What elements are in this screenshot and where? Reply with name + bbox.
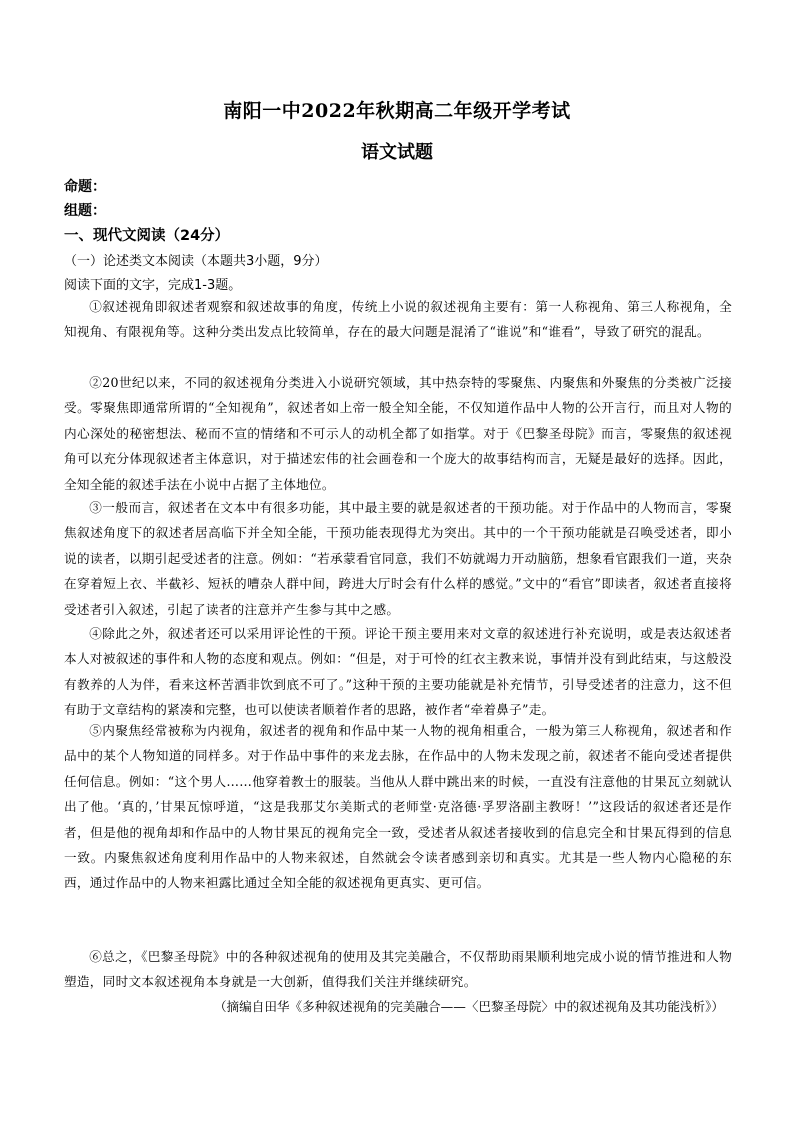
paragraph-4: ④除此之外，叙述者还可以采用评论性的干预。评论干预主要用来对文章的叙述进行补充说明，或是表达叙述者本人对被叙述的事件和人物的态度和观点。例如：“但是，对于可怜的红衣主教来说，事情并没有到此结束，与这般没有教养的人为伴，看来这杯苦酒非饮到底不可了。”这种干预的主要功能就是补充情节，引导受述者的注意力，这不但有助于文章结构的紧凑和完整，也可以使读者顺着作者的思路，被作者“牵着鼻子”走。 (64, 626, 732, 718)
paragraph-6: ⑥总之，《巴黎圣母院》中的各种叙述视角的使用及其完美融合，不仅帮助雨果顺利地完成小说的情节推进和人物塑造，同时文本叙述视角本身就是一大创新，值得我们关注并继续研究。 (64, 949, 732, 990)
paragraph-2: ②20世纪以来，不同的叙述视角分类进入小说研究领域，其中热奈特的零聚焦、内聚焦和外聚焦的分类被广泛接受。零聚焦即通常所谓的“全知视角”，叙述者如上帝一般全知全能，不仅知道作品中人物的公开言行，而且对人物的内心深处的秘密想法、秘而不宣的情绪和不可示人的动机全都了如指掌。对于《巴黎圣母院》而言，零聚焦的叙述视角可以充分体现叙述者主体意识，对于描述宏伟的社会画卷和一个庞大的故事结构而言，无疑是最好的选择。因此，全知全能的叙述手法在小说中占据了主体地位。 (64, 375, 732, 492)
paragraph-1: ①叙述视角即叙述者观察和叙述故事的角度，传统上小说的叙述视角主要有：第一人称视角、第三人称视角，全知视角、有限视角等。这种分类出发点比较简单，存在的最大问题是混淆了“谁说”和“谁看”，导致了研究的混乱。 (64, 299, 732, 340)
paragraph-3: ③一般而言，叙述者在文本中有很多功能，其中最主要的就是叙述者的干预功能。对于作品中的人物而言，零聚焦叙述角度下的叙述者居高临下并全知全能，干预功能表现得尤为突出。其中的一个干预功能就是召唤受述者，即小说的读者，以期引起受述者的注意。例如：“若承蒙看官同意，我们不妨就竭力开动脑筋，想象看官跟我们一道，夹杂在穿着短上衣、半截衫、短袄的嘈杂人群中间，跨进大厅时会有什么样的感觉。”文中的“看官”即读者，叙述者直接将受述者引入叙述，引起了读者的注意并产生参与其中之感。 (64, 500, 732, 617)
exam-title: 南阳一中2022年秋期高二年级开学考试 (223, 100, 571, 122)
reading-instruction: 阅读下面的文字，完成1-3题。 (64, 278, 242, 293)
source-citation: （摘编自田华《多种叙述视角的完美融合——〈巴黎圣母院〉中的叙述视角及其功能浅析》） (213, 999, 724, 1014)
section-heading: 一、现代文阅读（24分） (64, 228, 230, 244)
part-heading: （一）论述类文本阅读（本题共3小题，9分） (64, 254, 328, 269)
exam-subtitle: 语文试题 (361, 142, 433, 163)
proposer-label: 命题： (64, 179, 106, 195)
paragraph-5: ⑤内聚焦经常被称为内视角，叙述者的视角和作品中某一人物的视角相重合，一般为第三人称视角，叙述者和作品中的某个人物知道的同样多。对于作品中事件的来龙去脉，在作品中的人物未发现之前，叙述者不能向受述者提供任何信息。例如：“这个男人……他穿着教士的服装。当他从人群中跳出来的时候，一直没有注意他的甘果瓦立刻就认出了他。‘真的，’甘果瓦惊呼道，“这是我那艾尔美斯式的老师堂·克洛德·孚罗洛副主教呀！’”这段话的叙述者还是作者，但是他的视角却和作品中的人物甘果瓦的视角完全一致，受述者从叙述者接收到的信息完全和甘果瓦得到的信息一致。内聚焦叙述角度利用作品中的人物来叙述，自然就会令读者感到亲切和真实。尤其是一些人物内心隐秘的东西，通过作品中的人物来袒露比通过全知全能的叙述视角更真实、更可信。 (64, 723, 732, 891)
reviewer-label: 组题： (64, 203, 106, 219)
